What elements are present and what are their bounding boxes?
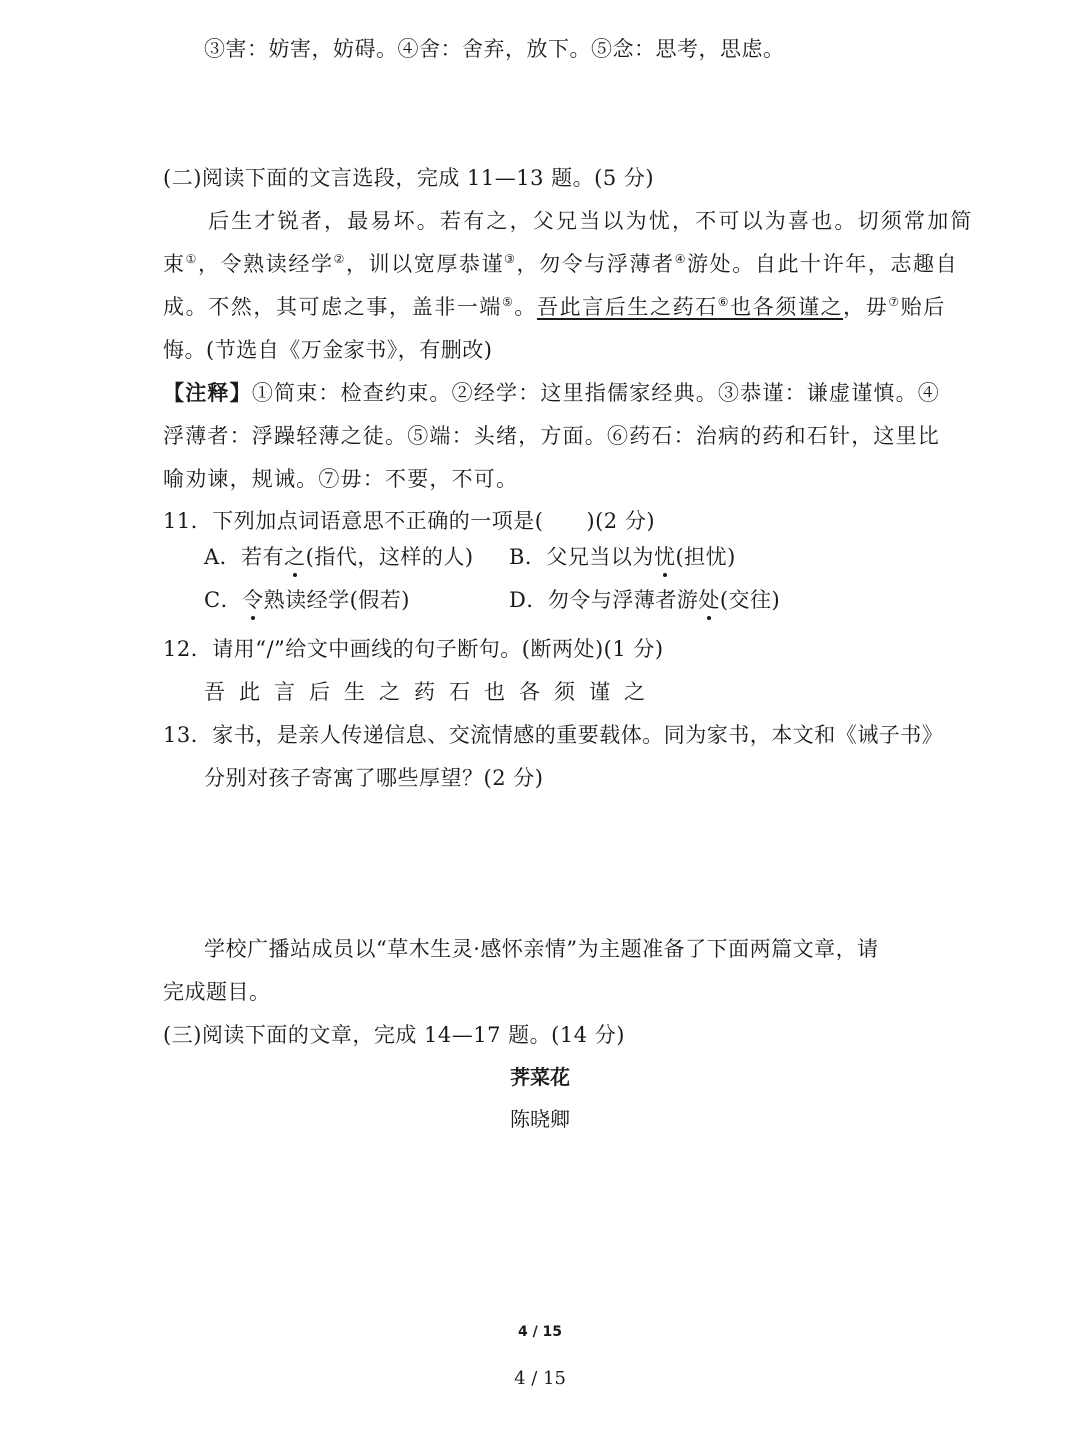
- passage-line-1: 后生才锐者，最易坏。若有之，父兄当以为忧，不可以为喜也。切须常加简: [208, 209, 974, 233]
- option-a: [204, 542, 474, 572]
- footnote-ref: ⑦: [888, 295, 901, 309]
- passage-text: ，令熟读经学: [197, 252, 334, 276]
- question-11-stem: 11．下列加点词语意思不正确的一项是( )(2 分): [163, 509, 656, 533]
- question-13-line-1: 13．家书，是亲人传递信息、交流情感的重要载体。同为家书，本文和《诫子书》: [163, 723, 944, 747]
- option-text: 熟读经学(假若): [263, 588, 410, 612]
- passage-line-2: [163, 249, 958, 279]
- underlined-text: 也各须谨之: [730, 295, 844, 319]
- top-note: ③害：妨害，妨碍。④舍：舍弃，放下。⑤念：思考，思虑。: [204, 37, 785, 61]
- option-c: [204, 585, 410, 615]
- page-number-bold: 4 / 15: [517, 1324, 563, 1340]
- footnote-ref: ④: [674, 252, 688, 266]
- underlined-text: 吾此言后生之药石: [536, 295, 718, 319]
- section2-heading: (二)阅读下面的文言选段，完成 11—13 题。(5 分): [163, 166, 655, 190]
- option-text: (交往): [719, 588, 781, 612]
- intro-line-2: 完成题目。: [163, 980, 271, 1004]
- intro-line-1: 学校广播站成员以“草木生灵·感怀亲情”为主题准备了下面两篇文章，请: [204, 937, 879, 961]
- footnote-ref: ③: [504, 252, 517, 266]
- footnote-ref: ①: [185, 252, 198, 266]
- option-text: B．父兄当以为: [509, 545, 654, 569]
- passage-line-4: 悔。(节选自《万金家书》，有删改): [163, 338, 493, 362]
- option-text: (担忧): [675, 545, 736, 569]
- passage-text: 束: [163, 252, 186, 276]
- passage-text: ，勿令与浮薄者: [516, 252, 675, 276]
- question-12-stem: 12．请用“/”给文中画线的句子断句。(断两处)(1 分): [163, 637, 664, 661]
- question-13-line-2: 分别对孩子寄寓了哪些厚望？(2 分): [204, 766, 544, 790]
- option-text: C．: [204, 588, 243, 612]
- article-title: 荠菜花: [510, 1065, 570, 1089]
- dotted-word: 之: [284, 542, 306, 572]
- passage-text: 成。不然，其可虑之事，盖非一端: [163, 295, 502, 319]
- notes-text: ①简束：检查约束。②经学：这里指儒家经典。③恭谨：谦虚谨慎。④: [251, 381, 941, 405]
- underlined-sentence: [537, 295, 843, 319]
- option-text: (指代，这样的人): [305, 545, 474, 569]
- footnote-ref: ⑥: [717, 295, 731, 309]
- dotted-word: 忧: [654, 542, 676, 572]
- option-text: D．勿令与浮薄者游: [509, 588, 699, 612]
- section3-heading: (三)阅读下面的文章，完成 14—17 题。(14 分): [163, 1023, 625, 1047]
- page-number: 4 / 15: [514, 1368, 566, 1389]
- passage-text: 贻后: [900, 295, 946, 319]
- passage-text: 。: [514, 295, 537, 319]
- passage-text: ，训以宽厚恭谨: [345, 252, 505, 276]
- footnote-ref: ⑤: [502, 295, 515, 309]
- notes-label: 【注释】: [163, 381, 252, 405]
- passage-line-3: [163, 292, 946, 322]
- option-text: A．若有: [204, 545, 285, 569]
- option-d: [509, 585, 780, 615]
- notes-line-2: 浮薄者：浮躁轻薄之徒。⑤端：头绪，方面。⑥药石：治病的药和石针，这里比: [163, 424, 940, 448]
- passage-text: ，毋: [843, 295, 889, 319]
- notes-line-1: [163, 378, 940, 408]
- question-12-sentence: 吾此言后生之药石也各须谨之: [204, 680, 659, 704]
- option-b: [509, 542, 736, 572]
- dotted-word: 令: [242, 585, 264, 615]
- footnote-ref: ②: [333, 252, 346, 266]
- article-author: 陈晓卿: [510, 1107, 570, 1131]
- dotted-word: 处: [698, 585, 720, 615]
- notes-line-3: 喻劝谏，规诫。⑦毋：不要，不可。: [163, 467, 519, 491]
- passage-text: 游处。自此十许年，志趣自: [687, 252, 959, 276]
